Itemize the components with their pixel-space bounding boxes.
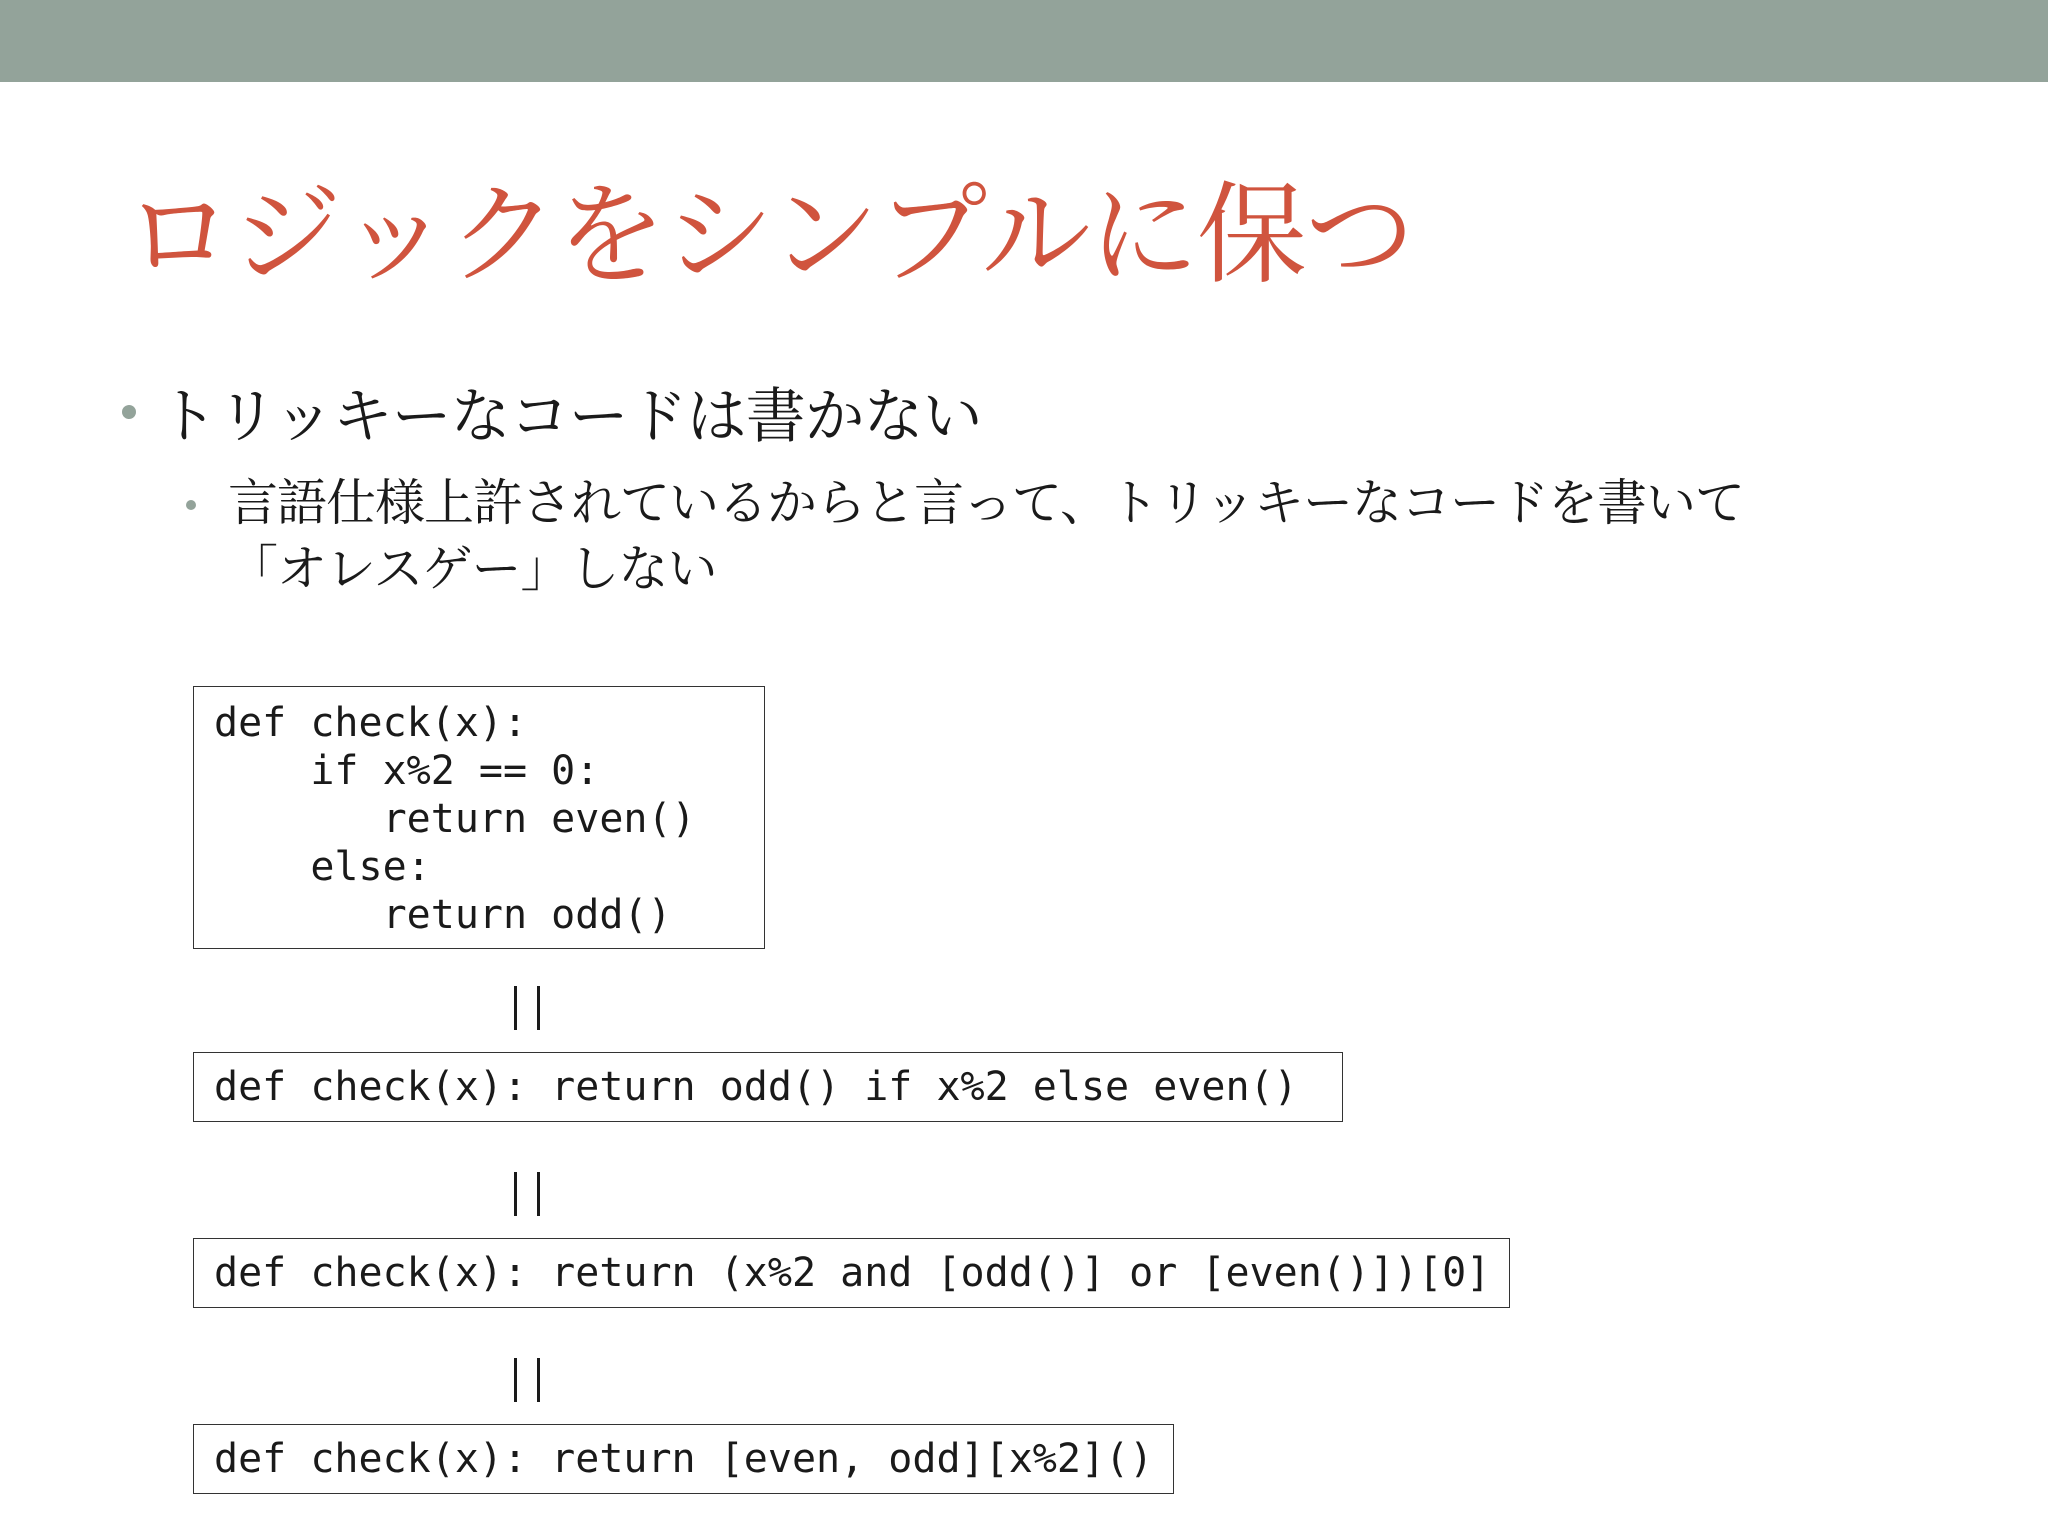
bullet-dot-icon xyxy=(186,500,196,510)
code-line: if x%2 == 0: xyxy=(214,748,600,794)
bullet-level1 xyxy=(122,372,982,452)
top-bar xyxy=(0,0,2048,82)
code-line: def check(x): return odd() if x%2 else even() xyxy=(214,1064,1298,1110)
slide-title: ロジックをシンプルに保つ xyxy=(124,171,1413,299)
code-line: def check(x): return [even, odd][x%2]() xyxy=(214,1436,1154,1482)
equals-icon xyxy=(514,1172,540,1216)
code-block-if-else xyxy=(193,686,765,949)
bullet-level1-text: トリッキーなコードは書かない xyxy=(158,382,982,452)
code-block-ternary xyxy=(193,1052,1343,1122)
code-line: return odd() xyxy=(214,892,672,938)
bullet-level2 xyxy=(186,470,1806,602)
bullet-level2-text: 言語仕様上許されているからと言って、トリッキーなコードを書いて「オレスゲー」しない xyxy=(228,474,1744,598)
equals-icon xyxy=(514,986,540,1030)
code-block-and-or xyxy=(193,1238,1510,1308)
code-line: else: xyxy=(214,844,431,890)
code-line: def check(x): xyxy=(214,700,528,746)
equals-icon xyxy=(514,1358,540,1402)
code-line: return even() xyxy=(214,796,696,842)
bullet-dot-icon xyxy=(122,405,136,419)
code-block-index xyxy=(193,1424,1174,1494)
code-line: def check(x): return (x%2 and [odd()] or [even()])[0] xyxy=(214,1250,1491,1296)
